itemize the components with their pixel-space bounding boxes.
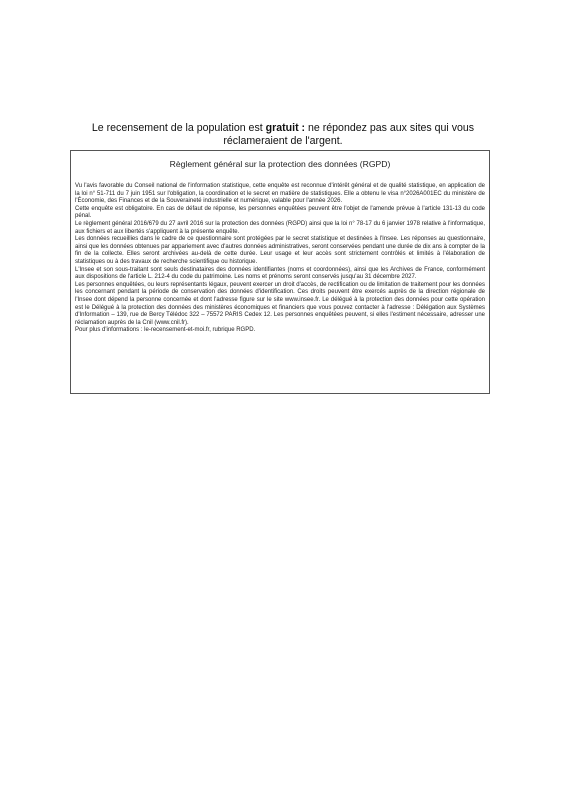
rgpd-paragraph-more-info: Pour plus d'informations : le-recensement-et-moi.fr, rubrique RGPD.	[75, 327, 256, 334]
rgpd-paragraph-data-retention: Les données recueillies dans le cadre de ce questionnaire sont protégées par le secret statistique et destinées à l'Insee. Les réponses au questionnaire, ainsi que les données obtenues par appariement avec d'autres données administratives, seront conservées pendant une durée de dix ans à compter de la fin de la collecte. Elles seront archivées au-delà de cette durée. Leur usage et leur accès sont strictement contrôlés et limités à l'élaboration de statistiques ou à des travaux de recherche scientifique ou historique.	[75, 236, 485, 265]
rgpd-paragraph-obligation: Cette enquête est obligatoire. En cas de défaut de réponse, les personnes enquêtées peuvent être l'objet de l'amende prévue à l'article 131-13 du code pénal.	[75, 205, 485, 220]
rgpd-paragraph-regulation: Le règlement général 2016/679 du 27 avril 2016 sur la protection des données (RGPD) ainsi que la loi n° 78-17 du 6 janvier 1978 relative à l'informatique, aux fichiers et aux libertés s'appliquent à la présente enquête.	[75, 220, 485, 235]
heading-text-after: ne répondez pas aux sites qui vous réclameraient de l'argent.	[223, 122, 475, 147]
gratuity-notice-heading	[60, 122, 506, 148]
heading-text-before: Le recensement de la population est	[91, 122, 266, 134]
rgpd-paragraph-cnis-visa: Vu l'avis favorable du Conseil national de l'information statistique, cette enquête est reconnue d'intérêt général et de qualité statistique, en application de la loi n° 51-711 du 7 juin 1951 sur l'obligation, la coordination et le secret en matière de statistiques. Elle a obtenu le visa n°2026A001EC du ministère de l'Économie, des Finances et de la Souveraineté industrielle et numérique, valable pour l'année 2026.	[75, 183, 485, 205]
rgpd-paragraph-rights: Les personnes enquêtées, ou leurs représentants légaux, peuvent exercer un droit d'accès, de rectification ou de limitation de traitement pour les données les concernant pendant la période de conservation des données d'identification. Ces droits peuvent être exercés auprès de la direction régionale de l'Insee dont dépend la personne concernée et dont l'adresse figure sur le site www.insee.fr. Le délégué à la protection des données pour cette opération est le Délégué à la protection des données des ministères économiques et financiers que vous pouvez contacter à l'adresse : Délégation aux Systèmes d'Information – 139, rue de Bercy Télédoc 322 – 75572 PARIS Cedex 12. Les personnes enquêtées peuvent, si elles l'estiment nécessaire, adresser une réclamation auprès de la Cnil (www.cnil.fr).	[75, 281, 485, 326]
rgpd-notice-title: Règlement général sur la protection des données (RGPD)	[169, 159, 391, 169]
rgpd-notice-body	[75, 183, 485, 335]
rgpd-paragraph-recipients: L'Insee et son sous-traitant sont seuls destinataires des données identifiantes (noms et coordonnées), ainsi que les Archives de France, conformément aux dispositions de l'article L. 212-4 du code du patrimoine. Les noms et prénoms seront conservés jusqu'au 31 décembre 2027.	[75, 266, 485, 281]
rgpd-notice-box	[70, 150, 490, 394]
heading-text-bold: gratuit :	[265, 122, 306, 134]
